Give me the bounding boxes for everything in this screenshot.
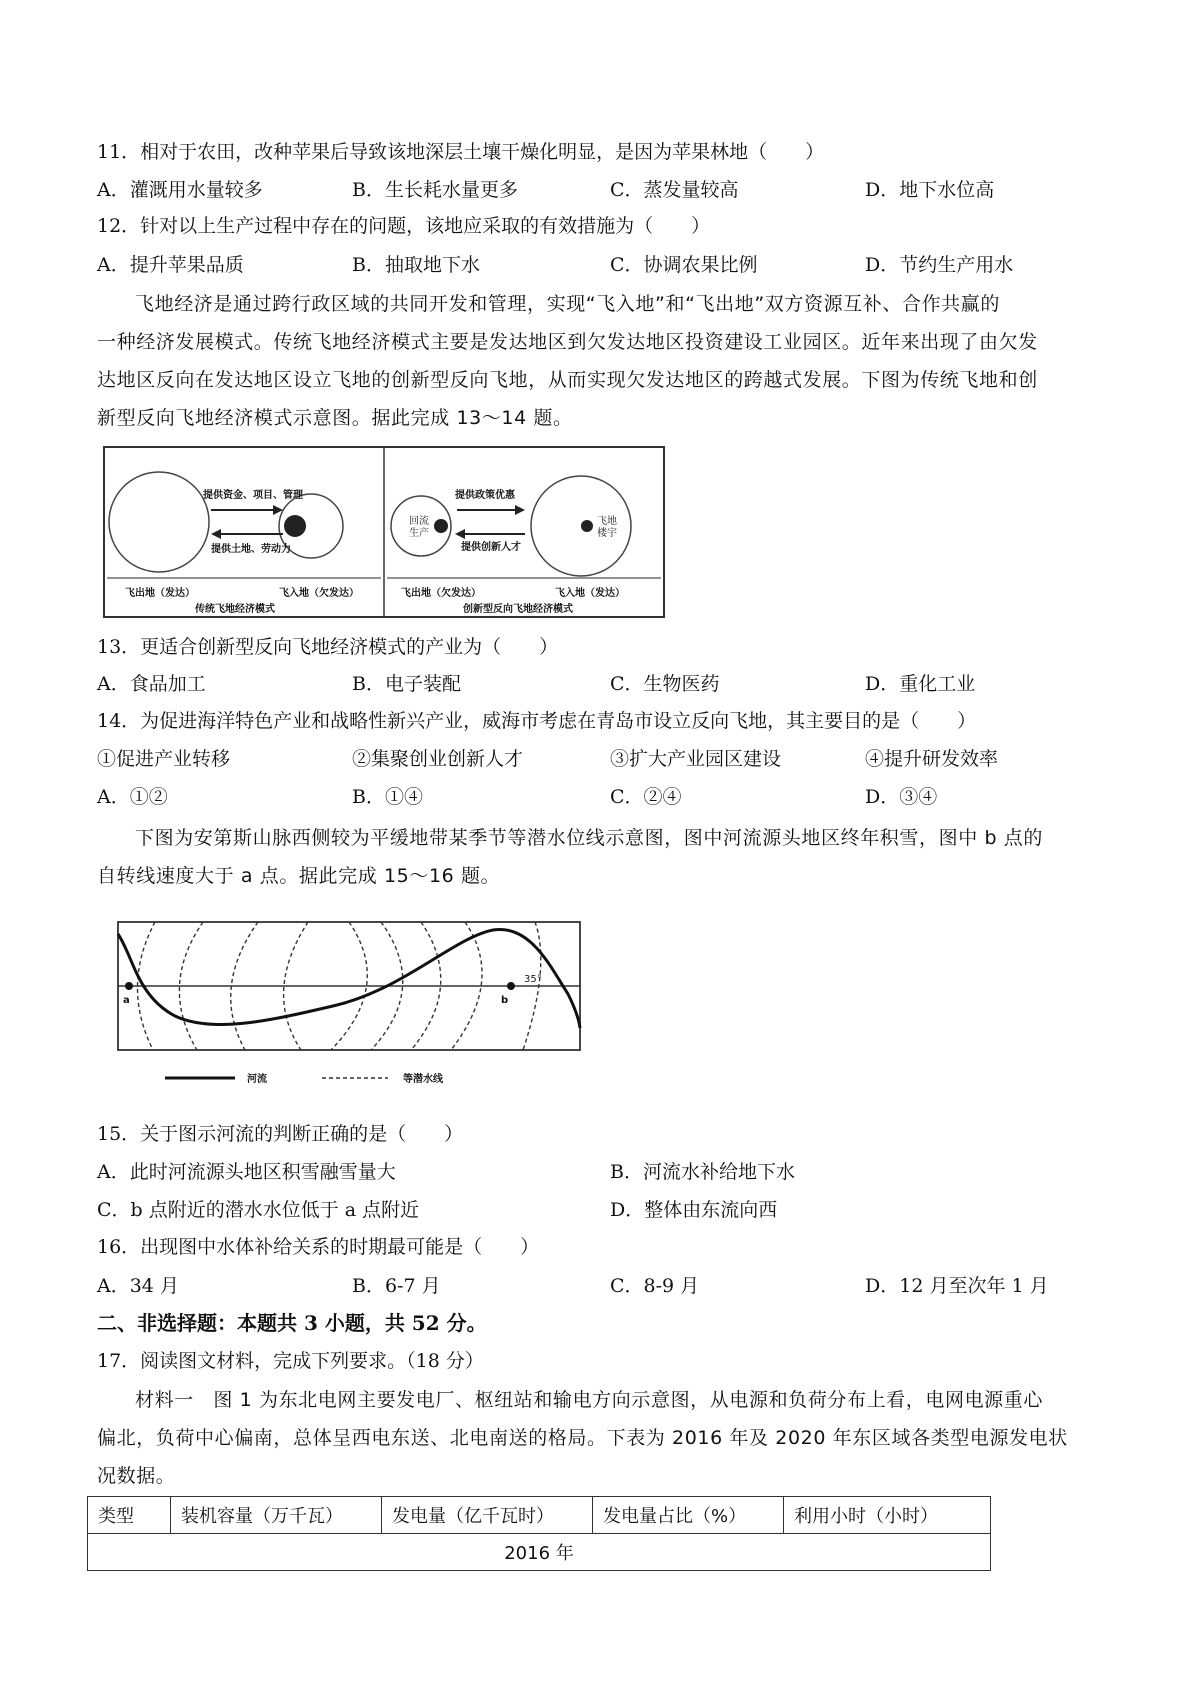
section-heading: 二、非选择题：本题共 3 小题，共 52 分。	[97, 1311, 487, 1335]
passage1-line-4: 新型反向飞地经济模式示意图。据此完成 13～14 题。	[97, 407, 573, 429]
table-header-type: 类型	[88, 1497, 171, 1534]
q14-item-2: ②集聚创业创新人才	[352, 748, 524, 770]
passage-flying-enclave	[97, 285, 1115, 437]
passage2-line-1: 下图为安第斯山脉西侧较为平缓地带某季节等潜水位线示意图，图中河流源头地区终年积雪，图中 b 点的	[135, 827, 1043, 849]
right-inflow-label: 飞入地（发达）	[555, 588, 625, 599]
table-header-row	[88, 1497, 991, 1534]
point-b-dot	[507, 982, 515, 990]
q17-material-line-1: 材料一 图 1 为东北电网主要发电厂、枢纽站和输电方向示意图，从电源和负荷分布上看，电网电源重心	[135, 1389, 1043, 1411]
right-enclave-dot	[581, 520, 593, 532]
table-year-row: 2016 年	[88, 1534, 991, 1571]
q11-option-a: A．灌溉用水量较多	[97, 179, 263, 201]
q12-option-d: D．节约生产用水	[865, 254, 1014, 276]
groundwater-isoline-map	[113, 916, 591, 1090]
q14-option-d: D．③④	[865, 786, 938, 808]
latitude-label: 35°	[524, 974, 542, 985]
right-return-dot	[434, 519, 448, 533]
q13-option-b: B．电子装配	[352, 673, 461, 695]
left-arrow-bottom-label: 提供土地、劳动力	[211, 544, 291, 555]
table-row	[88, 1534, 991, 1571]
river-line	[118, 929, 580, 1028]
right-outflow-label: 飞出地（欠发达）	[401, 588, 481, 599]
legend-river-label: 河流	[247, 1074, 267, 1085]
question-16-stem: 16．出现图中水体补给关系的时期最可能是（ ）	[97, 1236, 540, 1258]
left-arrow-top-label: 提供资金、项目、管理	[203, 490, 303, 501]
passage2-line-2: 自转线速度大于 a 点。据此完成 15～16 题。	[97, 865, 501, 887]
table-header-generation: 发电量（亿千瓦时）	[382, 1497, 593, 1534]
q11-option-c: C．蒸发量较高	[610, 179, 739, 201]
q15-option-b: B．河流水补给地下水	[610, 1161, 795, 1183]
right-inner-right-2: 楼宇	[597, 528, 617, 539]
point-a-dot	[125, 982, 133, 990]
q15-option-c: C．b 点附近的潜水水位低于 a 点附近	[97, 1199, 420, 1221]
q12-option-b: B．抽取地下水	[352, 254, 480, 276]
q15-option-a: A．此时河流源头地区积雪融雪量大	[97, 1161, 396, 1183]
q13-option-c: C．生物医药	[610, 673, 720, 695]
q17-material	[97, 1381, 1115, 1495]
question-11-stem: 11．相对于农田，改种苹果后导致该地深层土壤干燥化明显，是因为苹果林地（ ）	[97, 141, 825, 163]
right-caption: 创新型反向飞地经济模式	[463, 604, 573, 615]
q14-item-3: ③扩大产业园区建设	[610, 748, 782, 770]
right-arrow-top-label: 提供政策优惠	[455, 490, 515, 501]
q17-material-line-2: 偏北，负荷中心偏南，总体呈西电东送、北电南送的格局。下表为 2016 年及 2020 年东区域各类型电源发电状	[97, 1427, 1068, 1449]
left-enclave-dot	[284, 515, 306, 537]
question-14-stem: 14．为促进海洋特色产业和战略性新兴产业，威海市考虑在青岛市设立反向飞地，其主要目的是（ ）	[97, 710, 977, 732]
left-outflow-label: 飞出地（发达）	[125, 588, 195, 599]
q14-option-a: A．①②	[97, 786, 168, 808]
q12-option-c: C．协调农果比例	[610, 254, 758, 276]
q15-option-d: D．整体由东流向西	[610, 1199, 778, 1221]
question-13-stem: 13．更适合创新型反向飞地经济模式的产业为（ ）	[97, 636, 559, 658]
question-15-stem: 15．关于图示河流的判断正确的是（ ）	[97, 1123, 464, 1145]
legend-isoline-label: 等潜水线	[403, 1074, 443, 1085]
q11-option-b: B．生长耗水量更多	[352, 179, 518, 201]
q14-item-1: ①促进产业转移	[97, 748, 231, 770]
table-header-share: 发电量占比（%）	[593, 1497, 784, 1534]
q11-option-d: D．地下水位高	[865, 179, 995, 201]
power-data-table	[87, 1496, 991, 1571]
q13-option-a: A．食品加工	[97, 673, 206, 695]
passage-andes	[97, 819, 1115, 895]
question-17-stem: 17．阅读图文材料，完成下列要求。（18 分）	[97, 1350, 484, 1372]
passage1-line-3: 达地区反向在发达地区设立飞地的创新型反向飞地，从而实现欠发达地区的跨越式发展。下图为传统飞地和创	[97, 369, 1038, 391]
question-12-stem: 12．针对以上生产过程中存在的问题，该地应采取的有效措施为（ ）	[97, 215, 711, 237]
passage1-line-1: 飞地经济是通过跨行政区域的共同开发和管理，实现“飞入地”和“飞出地”双方资源互补、合作共赢的	[135, 293, 1000, 315]
q13-option-d: D．重化工业	[865, 673, 976, 695]
q14-item-4: ④提升研发效率	[865, 748, 999, 770]
q16-option-b: B．6-7 月	[352, 1275, 441, 1297]
q16-option-d: D．12 月至次年 1 月	[865, 1275, 1049, 1297]
q16-option-c: C．8-9 月	[610, 1275, 700, 1297]
left-caption: 传统飞地经济模式	[195, 604, 275, 615]
table-header-capacity: 装机容量（万千瓦）	[171, 1497, 382, 1534]
right-inner-right-1: 飞地	[597, 516, 617, 527]
point-a-label: a	[123, 995, 130, 1006]
table-header-hours: 利用小时（小时）	[784, 1497, 991, 1534]
q16-option-a: A．34 月	[97, 1275, 179, 1297]
right-inner-left-1: 回流	[409, 516, 429, 527]
q14-option-b: B．①④	[352, 786, 423, 808]
q14-option-c: C．②④	[610, 786, 682, 808]
right-inner-left-2: 生产	[409, 528, 429, 539]
left-inflow-label: 飞入地（欠发达）	[279, 588, 359, 599]
q12-option-a: A．提升苹果品质	[97, 254, 244, 276]
flying-enclave-diagram	[103, 446, 665, 618]
passage1-line-2: 一种经济发展模式。传统飞地经济模式主要是发达地区到欠发达地区投资建设工业园区。近年来出现了由欠发	[97, 331, 1038, 353]
right-arrow-bottom-label: 提供创新人才	[461, 542, 521, 553]
q17-material-line-3: 况数据。	[97, 1465, 176, 1487]
point-b-label: b	[501, 995, 509, 1006]
